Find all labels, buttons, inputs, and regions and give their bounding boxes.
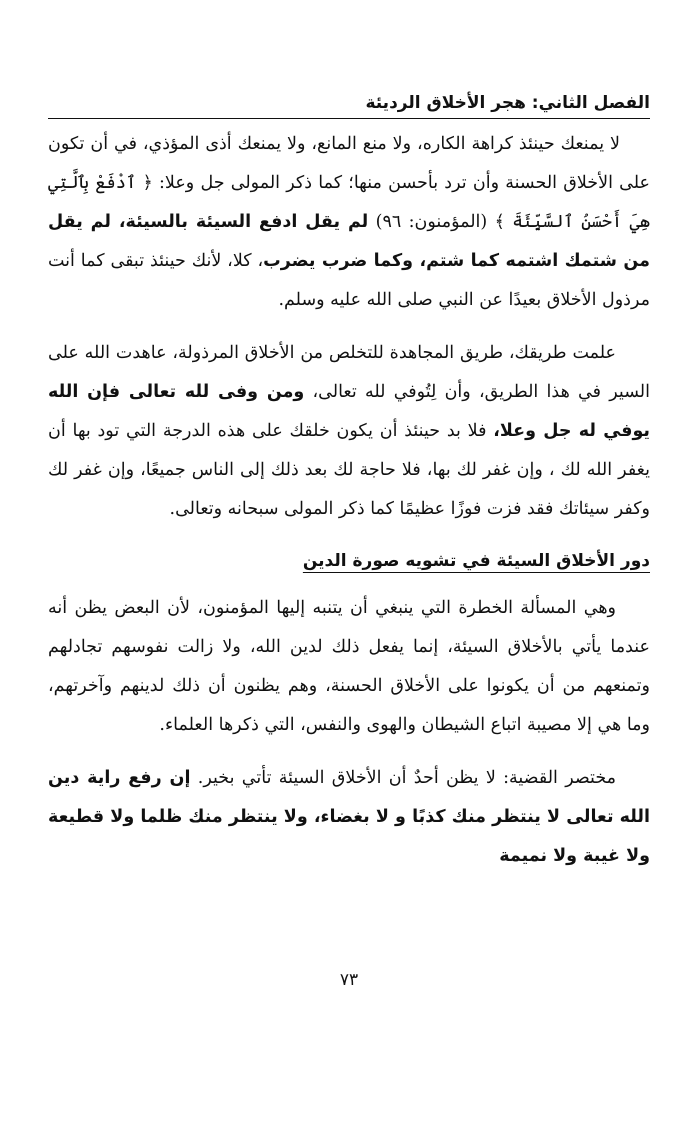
paragraph-4-text: مختصر القضية: لا يظن أحدٌ أن الأخلاق السيئة تأتي بخير. <box>190 768 616 788</box>
paragraph-1-bold: لم يقل ادفع السيئة بالسيئة، لم يقل من شتمك اشتمه كما شتم، وكما ضرب يضرب <box>48 212 650 271</box>
paragraph-1 <box>48 125 650 320</box>
section-heading: دور الأخلاق السيئة في تشويه صورة الدين <box>302 551 650 571</box>
body-text <box>48 125 650 890</box>
page-number: ٧٣ <box>339 970 359 990</box>
paragraph-2 <box>48 334 650 529</box>
paragraph-2-bold: ومن وفى لله تعالى فإن الله يوفي له جل وعلا، <box>48 382 650 441</box>
verse-reference: (المؤمنون: ٩٦) <box>368 212 495 232</box>
paragraph-4-bold: إن رفع راية دين الله تعالى لا ينتظر منك كذبًا و لا بغضاء، ولا ينتظر منك ظلما ولا قطيعة ولا غيبة ولا نميمة <box>48 768 650 866</box>
paragraph-2-text-a: علمت طريقك، طريق المجاهدة للتخلص من الأخلاق المرذولة، عاهدت الله على السير في هذا الطريق، وأن لِتُوفي لله تعالى، <box>48 343 650 402</box>
paragraph-1-text-b: ، كلا، لأنك حينئذ تبقى كما أنت مرذول الأخلاق بعيدًا عن النبي صلى الله عليه وسلم. <box>48 251 650 310</box>
running-header <box>48 93 650 115</box>
paragraph-3-text: وهي المسألة الخطرة التي ينبغي أن يتنبه إليها المؤمنون، لأن البعض يظن أنه عندما يأتي بالأخلاق السيئة، إنما يفعل ذلك لدين الله، ولا زالت نفوسهم تجادلهم وتمنعهم من أن يكونوا على الأخلاق الحسنة، وهم يظنون أن ذلك لدينهم وآخرتهم، وما هي إلا مصيبة اتباع الشيطان والهوى والنفس، التي ذكرها العلماء. <box>48 598 650 735</box>
paragraph-1-text-a: لا يمنعك حينئذ كراهة الكاره، ولا منع المانع، ولا يمنعك أذى المؤذي، في أن تكون على الأخلاق الحسنة وأن ترد بأحسن منها؛ كما ذكر المولى جل وعلا: <box>48 134 650 193</box>
header-rule <box>48 118 650 119</box>
paragraph-4 <box>48 759 650 876</box>
chapter-title: الفصل الثاني: هجر الأخلاق الرديئة <box>365 93 650 113</box>
paragraph-2-text-b: فلا بد حينئذ أن يكون خلقك على هذه الدرجة التي تود بها أن يغفر الله لك ، وإن غفر لك بها، فلا حاجة لك بعد ذلك إلى الناس جميعًا، وإن غفر لك وكفر سيئاتك فقد فزت فوزًا عظيمًا كما ذكر المولى سبحانه وتعالى. <box>48 421 650 519</box>
paragraph-3 <box>48 589 650 745</box>
quran-verse: ﴿ ٱدْفَعْ بِٱلَّتِي هِيَ أَحْسَنُ ٱلسَّيِّئَةَ ﴾ <box>48 173 650 232</box>
